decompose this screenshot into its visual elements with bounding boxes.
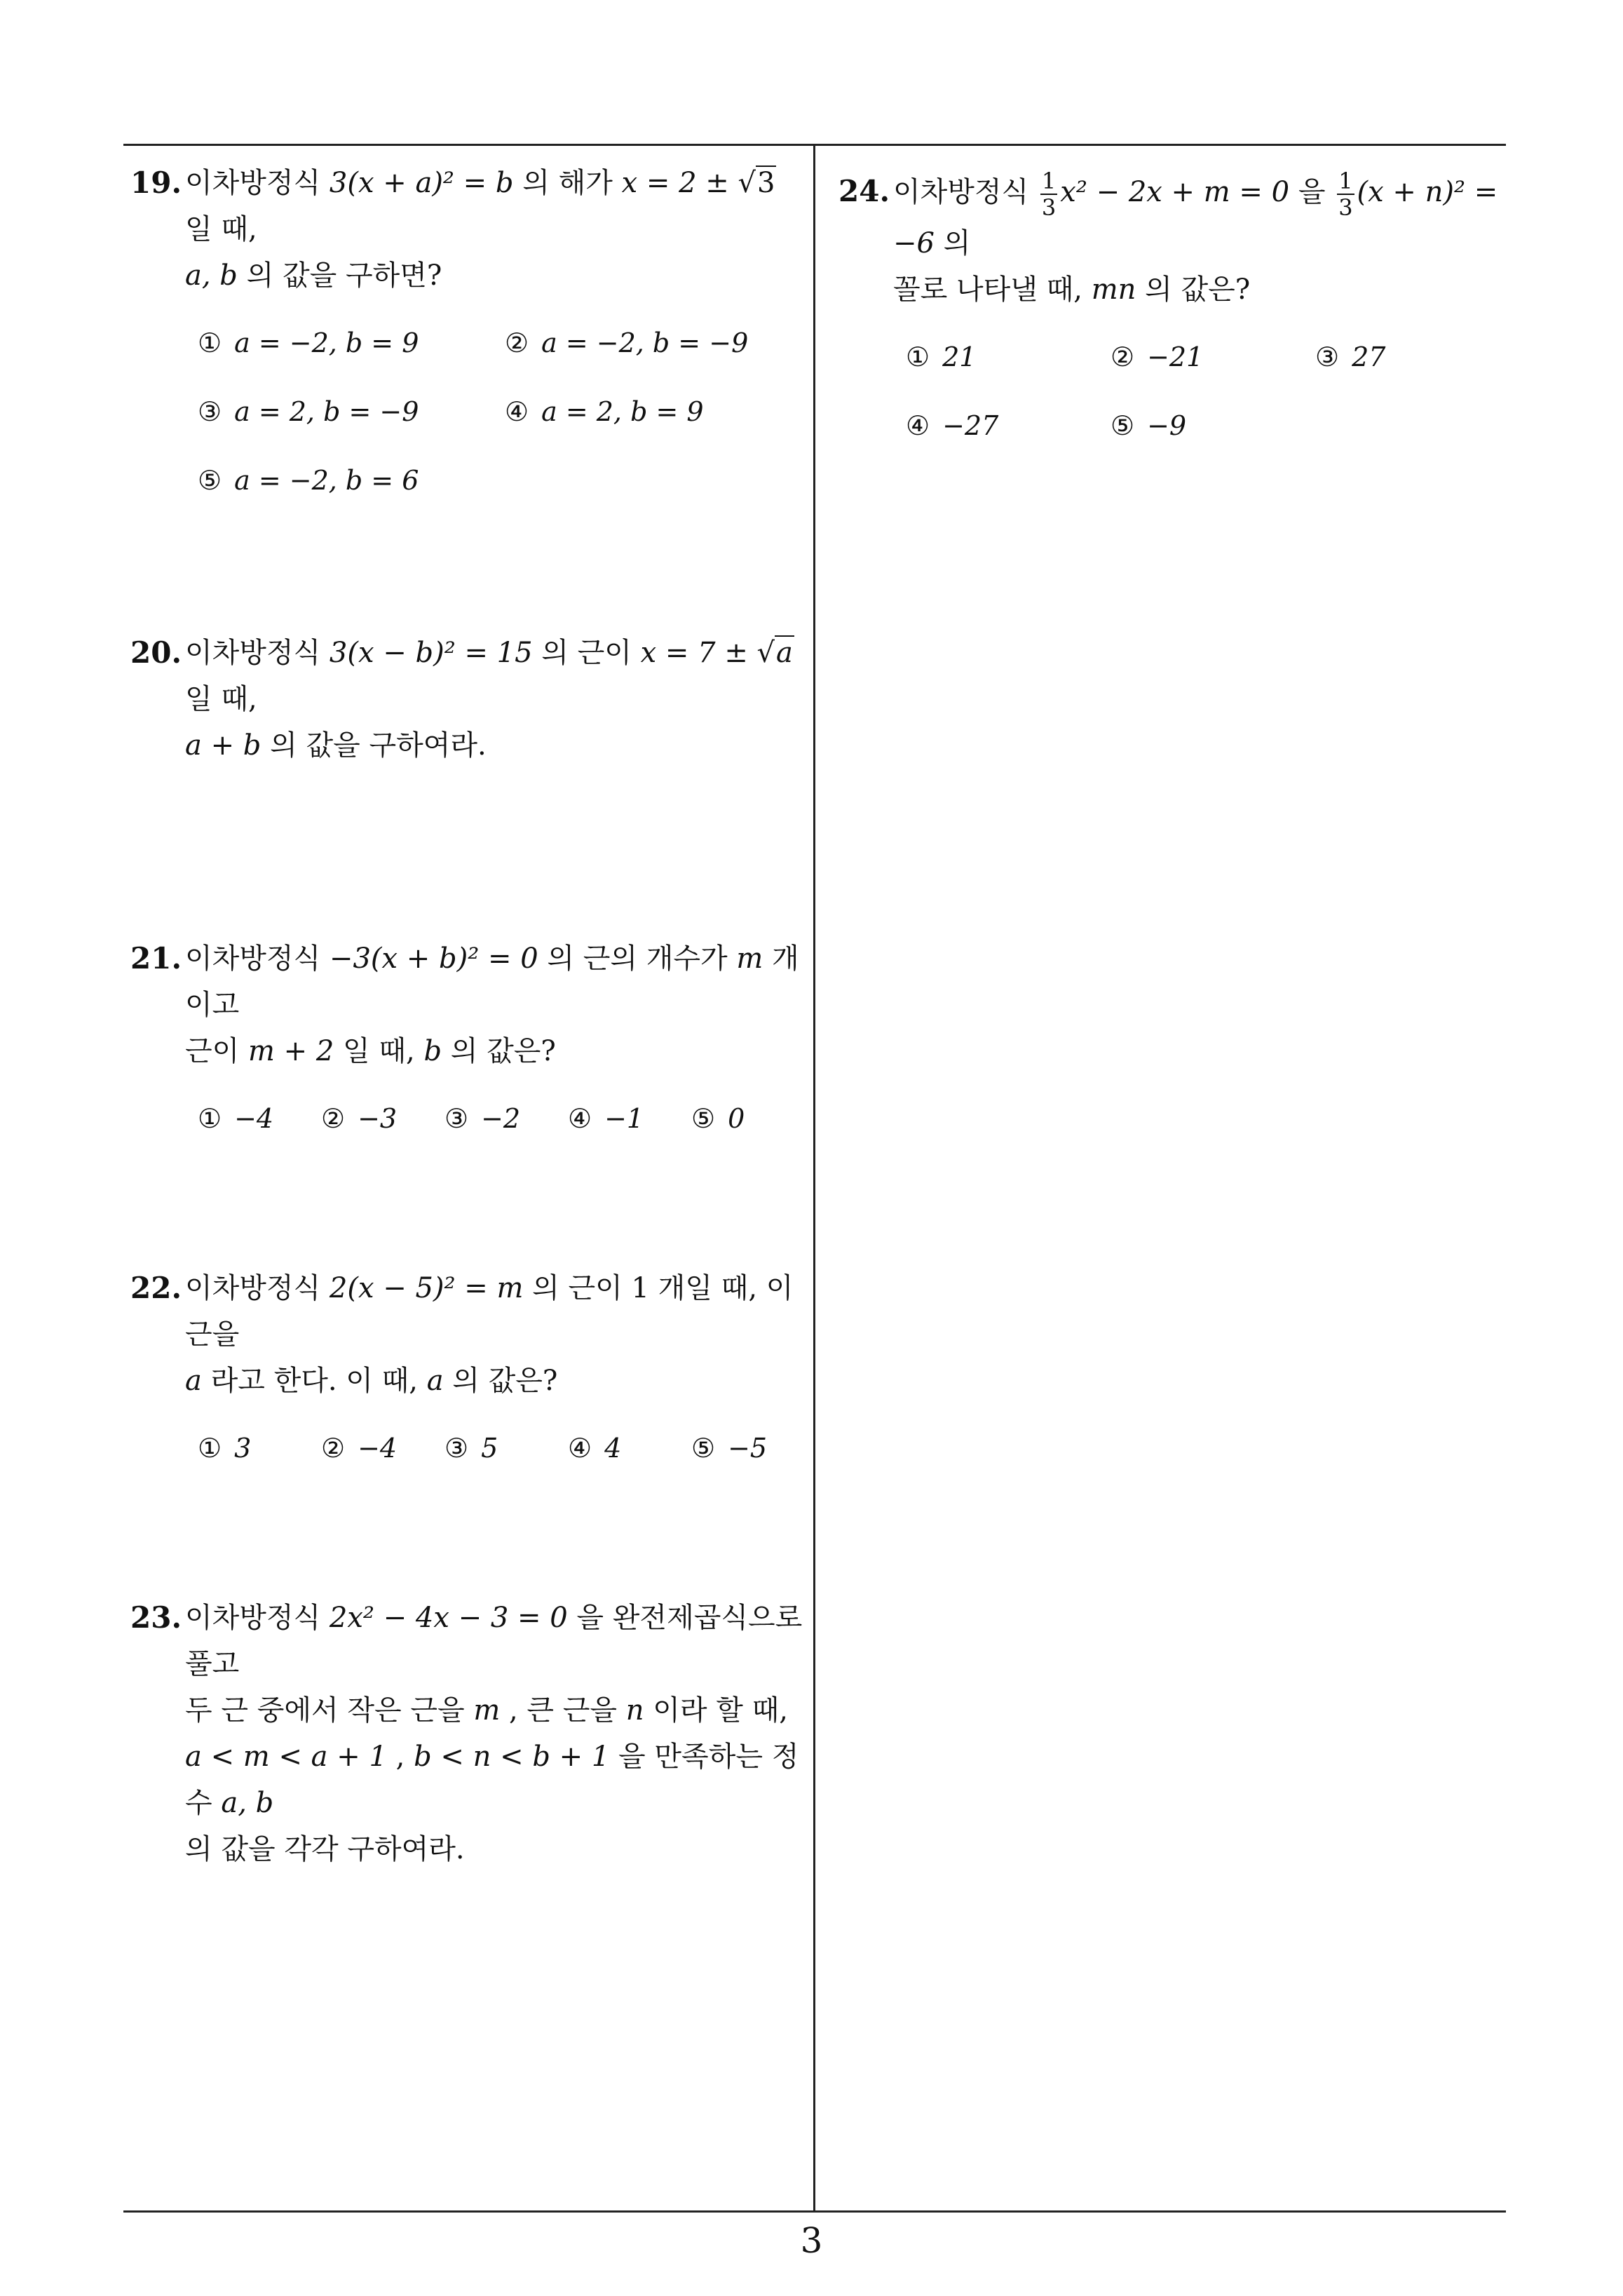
- question-text: 을 완전제곱식으로 풀고: [185, 1602, 803, 1680]
- radicand: a: [776, 637, 793, 669]
- choice-text: −4: [234, 1103, 274, 1134]
- question-text: 의 값을 구하여라.: [261, 729, 487, 762]
- choice-text: −27: [942, 410, 999, 441]
- choice-2[interactable]: [1111, 334, 1203, 380]
- problem-24-question: [838, 168, 1519, 313]
- problem-23: [130, 1595, 810, 1872]
- root-expression: x = 7 ± √: [640, 637, 775, 669]
- choice-mark: ③: [198, 396, 222, 427]
- choice-mark: ⑤: [691, 1433, 716, 1464]
- choice-mark: ⑤: [691, 1103, 716, 1134]
- problem-19: [130, 160, 810, 530]
- question-text: 라고 한다. 이 때,: [201, 1365, 427, 1397]
- page-number: 3: [800, 2220, 823, 2261]
- choice-text: a = −2, b = 9: [234, 327, 419, 358]
- question-text: 이차방정식: [185, 167, 330, 199]
- choice-5[interactable]: [691, 1095, 745, 1142]
- choice-text: −3: [358, 1103, 398, 1134]
- question-text: ,: [386, 1741, 414, 1773]
- choice-text: −21: [1147, 342, 1204, 372]
- choice-mark: ③: [444, 1103, 469, 1134]
- question-text: 일 때,: [185, 683, 257, 715]
- choice-mark: ①: [198, 327, 222, 358]
- variable: m: [473, 1694, 501, 1727]
- choice-text: −4: [358, 1433, 398, 1464]
- fraction-numerator: 1: [1041, 168, 1057, 194]
- choice-mark: ④: [505, 396, 529, 427]
- choice-text: −9: [1147, 410, 1187, 441]
- choice-4[interactable]: [505, 389, 704, 435]
- choice-text: 21: [942, 342, 977, 372]
- choice-mark: ④: [568, 1433, 592, 1464]
- question-text: 이차방정식: [185, 637, 330, 669]
- choice-1[interactable]: [198, 1425, 251, 1471]
- choice-mark: ②: [505, 327, 529, 358]
- fraction: [1337, 168, 1354, 220]
- problem-number: 24.: [838, 174, 890, 208]
- choice-mark: ②: [321, 1433, 346, 1464]
- answer-choices: [906, 334, 1519, 460]
- choice-mark: ⑤: [1111, 410, 1135, 441]
- problem-number: 23.: [130, 1600, 182, 1635]
- choice-text: a = −2, b = 6: [234, 465, 419, 496]
- question-text: 의 값을 각각 구하여라.: [185, 1833, 465, 1865]
- choice-2[interactable]: [321, 1095, 397, 1142]
- fraction: [1040, 168, 1057, 220]
- choice-text: 3: [234, 1433, 252, 1464]
- question-text: 을: [1289, 176, 1335, 208]
- problem-number: 22.: [130, 1271, 182, 1305]
- question-text: 의 값은?: [1136, 274, 1251, 306]
- problem-number: 19.: [130, 166, 182, 200]
- choice-text: 5: [481, 1433, 498, 1464]
- choice-5[interactable]: [691, 1425, 767, 1471]
- column-divider: [813, 144, 815, 2213]
- inequality: a < m < a + 1: [185, 1741, 387, 1773]
- question-text: 을 만족하는 정수: [185, 1741, 799, 1819]
- choice-2[interactable]: [505, 320, 748, 366]
- problem-number: 20.: [130, 635, 182, 670]
- choice-text: a = 2, b = −9: [234, 396, 419, 427]
- equation: 2x² − 4x − 3 = 0: [329, 1602, 568, 1634]
- root-expression: x = 2 ± √: [621, 167, 756, 199]
- choice-text: a = 2, b = 9: [541, 396, 704, 427]
- question-text: 일 때,: [185, 213, 257, 245]
- choice-mark: ④: [568, 1103, 592, 1134]
- choice-3[interactable]: [444, 1095, 520, 1142]
- expression: a + b: [185, 729, 262, 762]
- question-text: 개이고: [185, 943, 799, 1021]
- question-text: 꼴로 나타낼 때,: [893, 274, 1092, 306]
- answer-choices: [198, 320, 810, 530]
- choice-3[interactable]: [198, 389, 419, 435]
- equation: 3(x − b)² = 15: [329, 637, 533, 669]
- variables: a, b: [221, 1787, 274, 1819]
- problem-22: [130, 1265, 810, 1467]
- variable: a: [185, 1365, 202, 1397]
- choice-1[interactable]: [198, 1095, 273, 1142]
- choice-mark: ②: [1111, 342, 1135, 372]
- problem-23-question: [130, 1595, 810, 1872]
- question-text: 두 근 중에서 작은 근을: [185, 1694, 474, 1727]
- question-text: 이차방정식: [185, 943, 330, 975]
- question-text: 의 값은?: [443, 1365, 558, 1397]
- inequality: b < n < b + 1: [414, 1741, 610, 1773]
- equation: (x + n)² = −6: [893, 176, 1498, 259]
- equation: x² − 2x + m = 0: [1060, 176, 1290, 208]
- choice-mark: ①: [198, 1433, 222, 1464]
- choice-mark: ③: [444, 1433, 469, 1464]
- choice-mark: ①: [198, 1103, 222, 1134]
- choice-5[interactable]: [1111, 403, 1186, 449]
- question-text: 근이: [185, 1035, 248, 1067]
- expression: mn: [1091, 274, 1136, 306]
- question-text: 이차방정식: [893, 176, 1038, 208]
- equation: 3(x + a)² = b: [329, 167, 514, 199]
- problem-number: 21.: [130, 941, 182, 975]
- bottom-rule: [123, 2210, 1506, 2213]
- question-text: 이라 할 때,: [644, 1694, 788, 1727]
- choice-4[interactable]: [568, 1425, 621, 1471]
- variable: m: [736, 943, 763, 975]
- radicand: 3: [757, 167, 775, 199]
- question-text: 의: [934, 227, 971, 259]
- question-text: 의 값을 구하면?: [237, 259, 442, 292]
- question-text: 의 근의 개수가: [538, 943, 737, 975]
- equation: 2(x − 5)² = m: [329, 1272, 524, 1304]
- choice-mark: ②: [321, 1103, 346, 1134]
- choice-3[interactable]: [1315, 334, 1385, 380]
- question-text: 이차방정식: [185, 1272, 330, 1304]
- problem-19-question: [130, 160, 810, 299]
- choice-3[interactable]: [444, 1425, 498, 1471]
- problem-20: [130, 630, 810, 769]
- question-text: 이차방정식: [185, 1602, 330, 1634]
- question-text: 의 근이 1 개일 때, 이 근을: [185, 1272, 794, 1351]
- question-text: 의 값은?: [442, 1035, 556, 1067]
- choice-4[interactable]: [906, 403, 998, 449]
- choice-mark: ③: [1315, 342, 1340, 372]
- fraction-denominator: 3: [1041, 194, 1057, 221]
- question-text: 의 근이: [532, 637, 641, 669]
- choice-5[interactable]: [198, 457, 419, 504]
- choice-text: 27: [1352, 342, 1386, 372]
- problem-24: [838, 168, 1519, 460]
- variable: a: [426, 1365, 444, 1397]
- fraction-denominator: 3: [1338, 194, 1353, 221]
- choice-4[interactable]: [568, 1095, 644, 1142]
- equation: −3(x + b)² = 0: [329, 943, 538, 975]
- choice-2[interactable]: [321, 1425, 397, 1471]
- choice-text: −2: [481, 1103, 521, 1134]
- answer-choices: [198, 1425, 810, 1467]
- choice-mark: ⑤: [198, 465, 222, 496]
- answer-choices: [198, 1095, 810, 1137]
- question-text: 일 때,: [334, 1035, 424, 1067]
- choice-mark: ①: [906, 342, 930, 372]
- problem-22-question: [130, 1265, 810, 1404]
- variable: n: [625, 1694, 644, 1727]
- variables: a, b: [185, 259, 238, 292]
- fraction-numerator: 1: [1338, 168, 1353, 194]
- problem-20-question: [130, 630, 810, 769]
- choice-text: 0: [728, 1103, 745, 1134]
- choice-mark: ④: [906, 410, 930, 441]
- variable: b: [423, 1035, 442, 1067]
- choice-text: −5: [728, 1433, 768, 1464]
- question-text: , 큰 근을: [500, 1694, 626, 1727]
- choice-text: 4: [604, 1433, 622, 1464]
- question-text: 의 해가: [513, 167, 622, 199]
- problem-21-question: [130, 936, 810, 1074]
- problem-21: [130, 936, 810, 1137]
- expression: m + 2: [248, 1035, 334, 1067]
- choice-1[interactable]: [198, 320, 419, 366]
- choice-text: −1: [604, 1103, 644, 1134]
- choice-1[interactable]: [906, 334, 976, 380]
- choice-text: a = −2, b = −9: [541, 327, 749, 358]
